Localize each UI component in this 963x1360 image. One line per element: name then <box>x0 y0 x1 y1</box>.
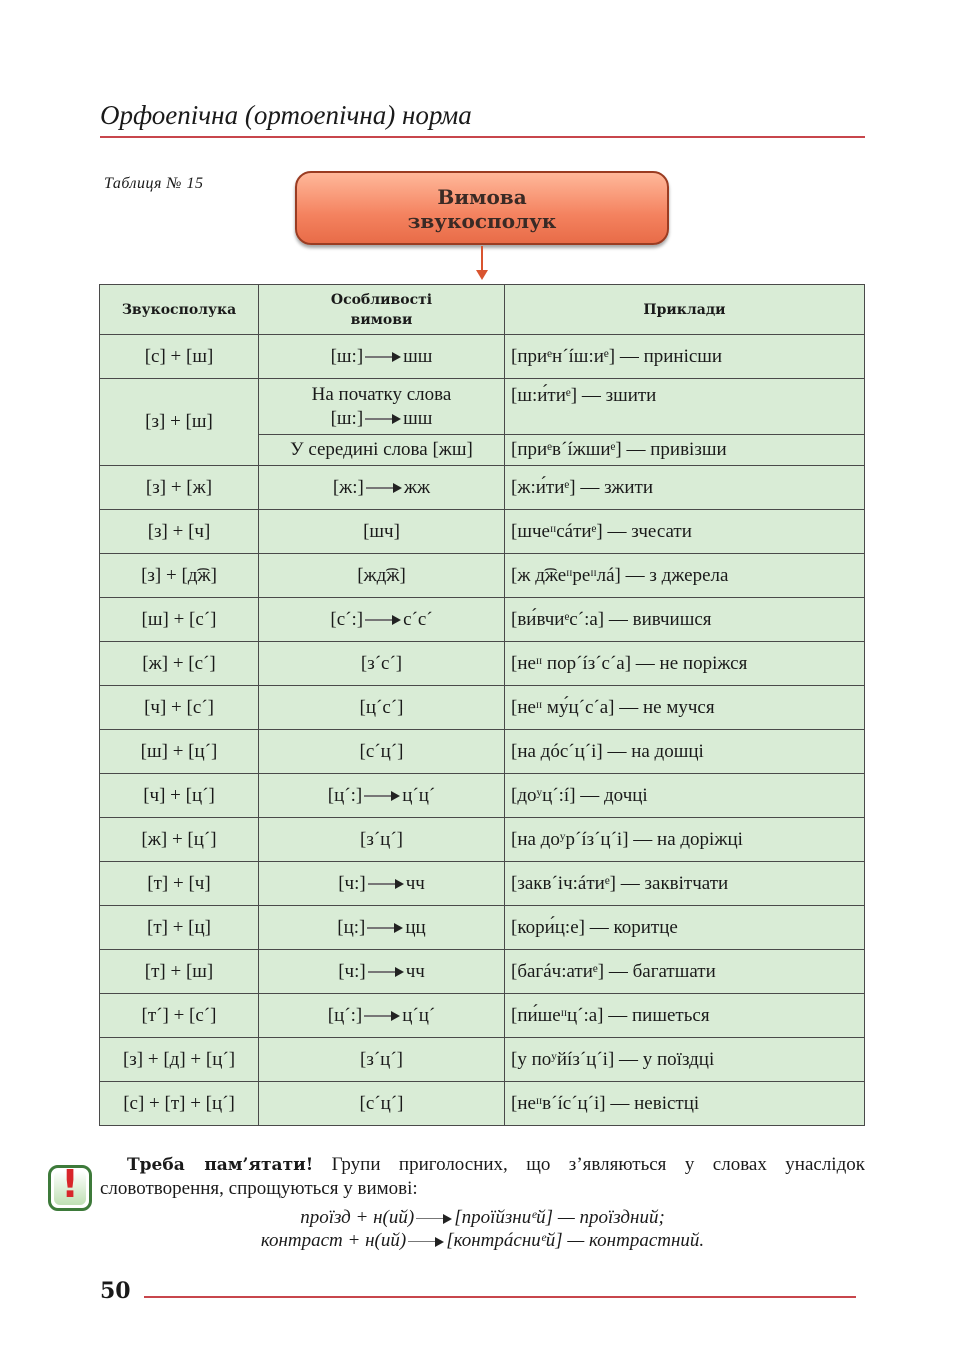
pron-cell <box>259 379 505 435</box>
footer-rule <box>144 1296 856 1298</box>
example-to: [проїйзниᵉй] — проїздний; <box>454 1207 665 1228</box>
combo-cell: [ч] + [с´] <box>100 686 259 730</box>
note-example-2 <box>100 1230 865 1252</box>
example-cell: [на доʸр´íз´ц´і] — на доріжці <box>505 818 865 862</box>
table-row <box>100 994 865 1038</box>
pron-from: [ц´:] <box>327 1004 363 1026</box>
combo-cell: [т] + [ч] <box>100 862 259 906</box>
table-row <box>100 466 865 510</box>
example-cell: [неᶦᶦв´íс´ц´і] — невістці <box>505 1082 865 1126</box>
combo-cell: [з] + [ж] <box>100 466 259 510</box>
table-row <box>100 950 865 994</box>
example-cell: [на дóс´ц´і] — на дошці <box>505 730 865 774</box>
pron-from: [ц´:] <box>327 784 363 806</box>
example-cell: [ж:и́тиᵉ] — зжити <box>505 466 865 510</box>
combo-cell: [з] + [ш] <box>100 379 259 466</box>
pron-cell <box>259 774 505 818</box>
pron-from: [ц:] <box>337 916 366 938</box>
combo-cell: [ч] + [ц´] <box>100 774 259 818</box>
example-cell: [шчеᶦᶦсáтиᵉ] — зчесати <box>505 510 865 554</box>
pron-line1: На початку слова <box>311 383 452 405</box>
pron-to: чч <box>405 872 425 894</box>
pron-cell: [з´ц´] <box>259 1038 505 1082</box>
example-cell: [доʸц´:í] — дочці <box>505 774 865 818</box>
pron-to: с´с´ <box>403 608 433 630</box>
pron-from: [с´:] <box>330 608 364 630</box>
pron-from: [ж:] <box>332 476 364 498</box>
pron-cell <box>259 994 505 1038</box>
pron-cell: [ц´с´] <box>259 686 505 730</box>
header-rule <box>100 136 865 138</box>
combo-cell: [ш] + [с´] <box>100 598 259 642</box>
example-cell: [у поʸйíз´ц´і] — у поїздці <box>505 1038 865 1082</box>
combo-cell: [ш] + [ц´] <box>100 730 259 774</box>
table-row <box>100 379 865 435</box>
note-bold: Треба пам’ятати! <box>127 1155 314 1175</box>
pron-to: цц <box>405 916 426 938</box>
arrow-right-icon <box>364 1011 400 1021</box>
example-cell: [кори́ц:е] — коритце <box>505 906 865 950</box>
pron-cell <box>259 598 505 642</box>
pron-to: чч <box>405 960 425 982</box>
example-cell: [неᶦᶦ му́ц´с´а] — не мучся <box>505 686 865 730</box>
combo-cell: [з] + [д] + [ц´] <box>100 1038 259 1082</box>
col-header-pron-line1: Особливості <box>330 291 433 308</box>
arrow-right-icon <box>368 967 404 977</box>
pron-to: шш <box>403 345 433 367</box>
topic-line-2: звукосполук <box>407 209 557 233</box>
combo-cell: [з] + [д͡ж] <box>100 554 259 598</box>
example-cell: [ви́вчиᵉс´:а] — вивчишся <box>505 598 865 642</box>
pron-cell: [шч] <box>259 510 505 554</box>
example-cell: [приᵉв´íжшиᵉ] — привізши <box>505 435 865 466</box>
note-paragraph <box>100 1153 865 1201</box>
table-row <box>100 598 865 642</box>
table-row <box>100 730 865 774</box>
example-from: проїзд + н(ий) <box>300 1207 415 1228</box>
table-row <box>100 906 865 950</box>
example-from: контраст + н(ий) <box>260 1230 407 1251</box>
arrow-right-icon <box>408 1237 444 1247</box>
pron-to: жж <box>403 476 431 498</box>
example-cell: [неᶦᶦ пор´íз´с´а] — не поріжся <box>505 642 865 686</box>
combo-cell: [ж] + [с´] <box>100 642 259 686</box>
pron-to: шш <box>403 407 433 429</box>
topic-arrow-head <box>476 270 488 280</box>
pron-cell: [с´ц´] <box>259 730 505 774</box>
exclamation-icon <box>48 1162 92 1211</box>
table-row <box>100 642 865 686</box>
example-cell: [приᵉн´íш:иᵉ] — принісши <box>505 335 865 379</box>
table-row <box>100 818 865 862</box>
table-row <box>100 686 865 730</box>
pron-cell <box>259 335 505 379</box>
pron-cell <box>259 906 505 950</box>
exclamation-mark: ! <box>61 1162 79 1206</box>
pron-cell <box>259 862 505 906</box>
combo-cell: [з] + [ч] <box>100 510 259 554</box>
note-example-1 <box>100 1207 865 1229</box>
example-cell: [пи́шеᶦᶦц´:а] — пишеться <box>505 994 865 1038</box>
table-row <box>100 774 865 818</box>
col-header-combo: Звукосполука <box>100 285 259 335</box>
col-header-examples: Приклади <box>505 285 865 335</box>
page-number: 50 <box>100 1278 131 1304</box>
combo-cell: [т] + [ц] <box>100 906 259 950</box>
table-row <box>100 1038 865 1082</box>
table-row <box>100 335 865 379</box>
topic-arrow-line <box>481 246 483 272</box>
pron-from: [ч:] <box>338 960 366 982</box>
arrow-right-icon <box>416 1214 452 1224</box>
pron-cell: [з´с´] <box>259 642 505 686</box>
combo-cell: [с] + [ш] <box>100 335 259 379</box>
combo-cell: [с] + [т] + [ц´] <box>100 1082 259 1126</box>
combo-cell: [т] + [ш] <box>100 950 259 994</box>
pron-from: [ш:] <box>330 345 364 367</box>
pron-cell: [з´ц´] <box>259 818 505 862</box>
arrow-right-icon <box>366 483 402 493</box>
col-header-pron-line2: вимови <box>350 311 413 328</box>
pron-cell <box>259 950 505 994</box>
pron-cell: [жд͡ж] <box>259 554 505 598</box>
pron-to: ц´ц´ <box>402 1004 436 1026</box>
col-header-pronunciation <box>259 285 505 335</box>
example-cell: [багáч:атиᵉ] — багатшати <box>505 950 865 994</box>
example-cell: [ш:и́тиᵉ] — зшити <box>505 379 865 435</box>
topic-line-1: Вимова <box>437 185 527 209</box>
note-body: Групи приголосних, що з’являються у словах унаслідок словотворення, спрощуються у вимові: <box>100 1154 865 1199</box>
table-row <box>100 510 865 554</box>
pron-from: [ш:] <box>330 407 364 429</box>
pronunciation-table <box>99 284 865 1126</box>
arrow-right-icon <box>364 791 400 801</box>
combo-cell: [ж] + [ц´] <box>100 818 259 862</box>
example-to: [контрáсниᵉй] — контрастний. <box>446 1230 705 1251</box>
pron-cell <box>259 466 505 510</box>
arrow-right-icon <box>368 879 404 889</box>
arrow-right-icon <box>365 615 401 625</box>
page-title: Орфоепічна (ортоепічна) норма <box>100 100 472 130</box>
pron-cell: У середині слова [жш] <box>259 435 505 466</box>
arrow-right-icon <box>365 414 401 424</box>
arrow-right-icon <box>365 352 401 362</box>
table-label: Таблиця № 15 <box>104 175 204 192</box>
table-row <box>100 554 865 598</box>
table-row <box>100 862 865 906</box>
pron-from: [ч:] <box>338 872 366 894</box>
arrow-right-icon <box>367 923 403 933</box>
table-row <box>100 1082 865 1126</box>
example-cell: [закв´іч:áтиᵉ] — заквітчати <box>505 862 865 906</box>
combo-cell: [т´] + [с´] <box>100 994 259 1038</box>
table-header-row <box>100 285 865 335</box>
pron-cell: [с´ц´] <box>259 1082 505 1126</box>
topic-box <box>295 171 669 245</box>
example-cell: [ж д͡жеᶦᶦреᶦᶦлá] — з джерела <box>505 554 865 598</box>
pron-to: ц´ц´ <box>402 784 436 806</box>
